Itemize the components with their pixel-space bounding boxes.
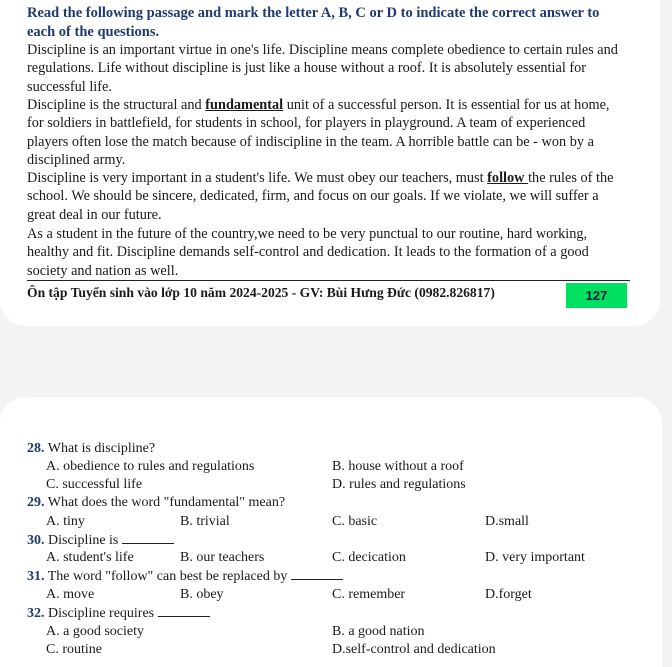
q30-option-c[interactable]: C. decication <box>332 550 406 565</box>
p3-before: Discipline is very important in a student's life. We must obey our teachers, must <box>27 170 488 186</box>
question-number: 32. <box>27 606 45 621</box>
q28-option-d[interactable]: D. rules and regulations <box>332 477 466 492</box>
question-32 <box>27 604 210 623</box>
question-number: 28. <box>27 441 45 456</box>
q30-option-d[interactable]: D. very important <box>485 550 585 565</box>
answer-blank <box>158 604 210 617</box>
question-31 <box>27 567 343 586</box>
q32-option-a[interactable]: A. a good society <box>46 624 144 639</box>
underlined-word-follow: follow <box>487 170 529 186</box>
question-text: The word "follow" can best be replaced by <box>47 569 291 584</box>
p2-before: Discipline is the structural and <box>27 97 206 113</box>
passage-paragraph-3 <box>27 169 627 224</box>
question-number: 31. <box>27 569 45 584</box>
page-top <box>0 0 660 326</box>
footer-text: Ôn tập Tuyển sinh vào lớp 10 năm 2024-2025 - GV: Bùi Hưng Đức (0982.826817) <box>27 285 495 300</box>
q29-option-a[interactable]: A. tiny <box>46 514 85 529</box>
passage-paragraph-1: Discipline is an important virtue in one's life. Discipline means complete obedience to certain rules and regulations. Life without discipline is just like a house without a roof. It is absolutely essential for successful life. <box>27 42 618 95</box>
question-30 <box>27 531 174 550</box>
q31-option-b[interactable]: B. obey <box>180 587 224 602</box>
q32-option-c[interactable]: C. routine <box>46 642 102 657</box>
q29-option-c[interactable]: C. basic <box>332 514 378 529</box>
q28-option-b[interactable]: B. house without a roof <box>332 459 464 474</box>
p3-after: the rules of the school. We should be sincere, dedicated, firm, and focus on our goals. If we violate, we will suffer a great deal in our future. <box>27 170 614 223</box>
question-text: Discipline requires <box>48 606 158 621</box>
q29-option-d[interactable]: D.small <box>485 514 529 529</box>
question-number: 29. <box>27 495 45 510</box>
page-number-badge: 127 <box>566 283 627 308</box>
passage-paragraph-4: As a student in the future of the country,we need to be very punctual to our routine, hard working, healthy and fit. Discipline demands self-control and dedication. It leads to the formation of a good society and nation as well. <box>27 226 589 279</box>
answer-blank <box>122 531 174 544</box>
q31-option-a[interactable]: A. move <box>46 587 95 602</box>
question-text: What does the word "fundamental" mean? <box>47 495 286 510</box>
q32-option-b[interactable]: B. a good nation <box>332 624 425 639</box>
q31-option-d[interactable]: D.forget <box>485 587 532 602</box>
question-text: Discipline is <box>48 533 122 548</box>
footer-divider <box>27 280 630 281</box>
q31-option-c[interactable]: C. remember <box>332 587 406 602</box>
underlined-word-fundamental: fundamental <box>205 97 284 113</box>
question-number: 30. <box>27 533 45 548</box>
question-29 <box>27 494 285 512</box>
q30-option-a[interactable]: A. student's life <box>46 550 134 565</box>
question-28 <box>27 440 155 458</box>
q28-option-c[interactable]: C. successful life <box>46 477 143 492</box>
question-text: What is discipline? <box>47 441 156 456</box>
answer-blank <box>291 567 343 580</box>
passage-paragraph-2 <box>27 96 627 169</box>
q29-option-b[interactable]: B. trivial <box>180 514 230 529</box>
q32-option-d[interactable]: D.self-control and dedication <box>332 642 496 657</box>
page-bottom <box>0 397 662 667</box>
instruction: Read the following passage and mark the letter A, B, C or D to indicate the correct answer to each of the questions. <box>27 5 600 40</box>
q28-option-a[interactable]: A. obedience to rules and regulations <box>46 459 255 474</box>
q30-option-b[interactable]: B. our teachers <box>180 550 265 565</box>
p2-after: unit of a successful person. It is essential for us at home, for soldiers in battlefield, for students in school, for players in playground. A team of experienced players often lose the match because of indiscipline in the team. A horrible battle can be - won by a disciplined army. <box>27 97 610 168</box>
